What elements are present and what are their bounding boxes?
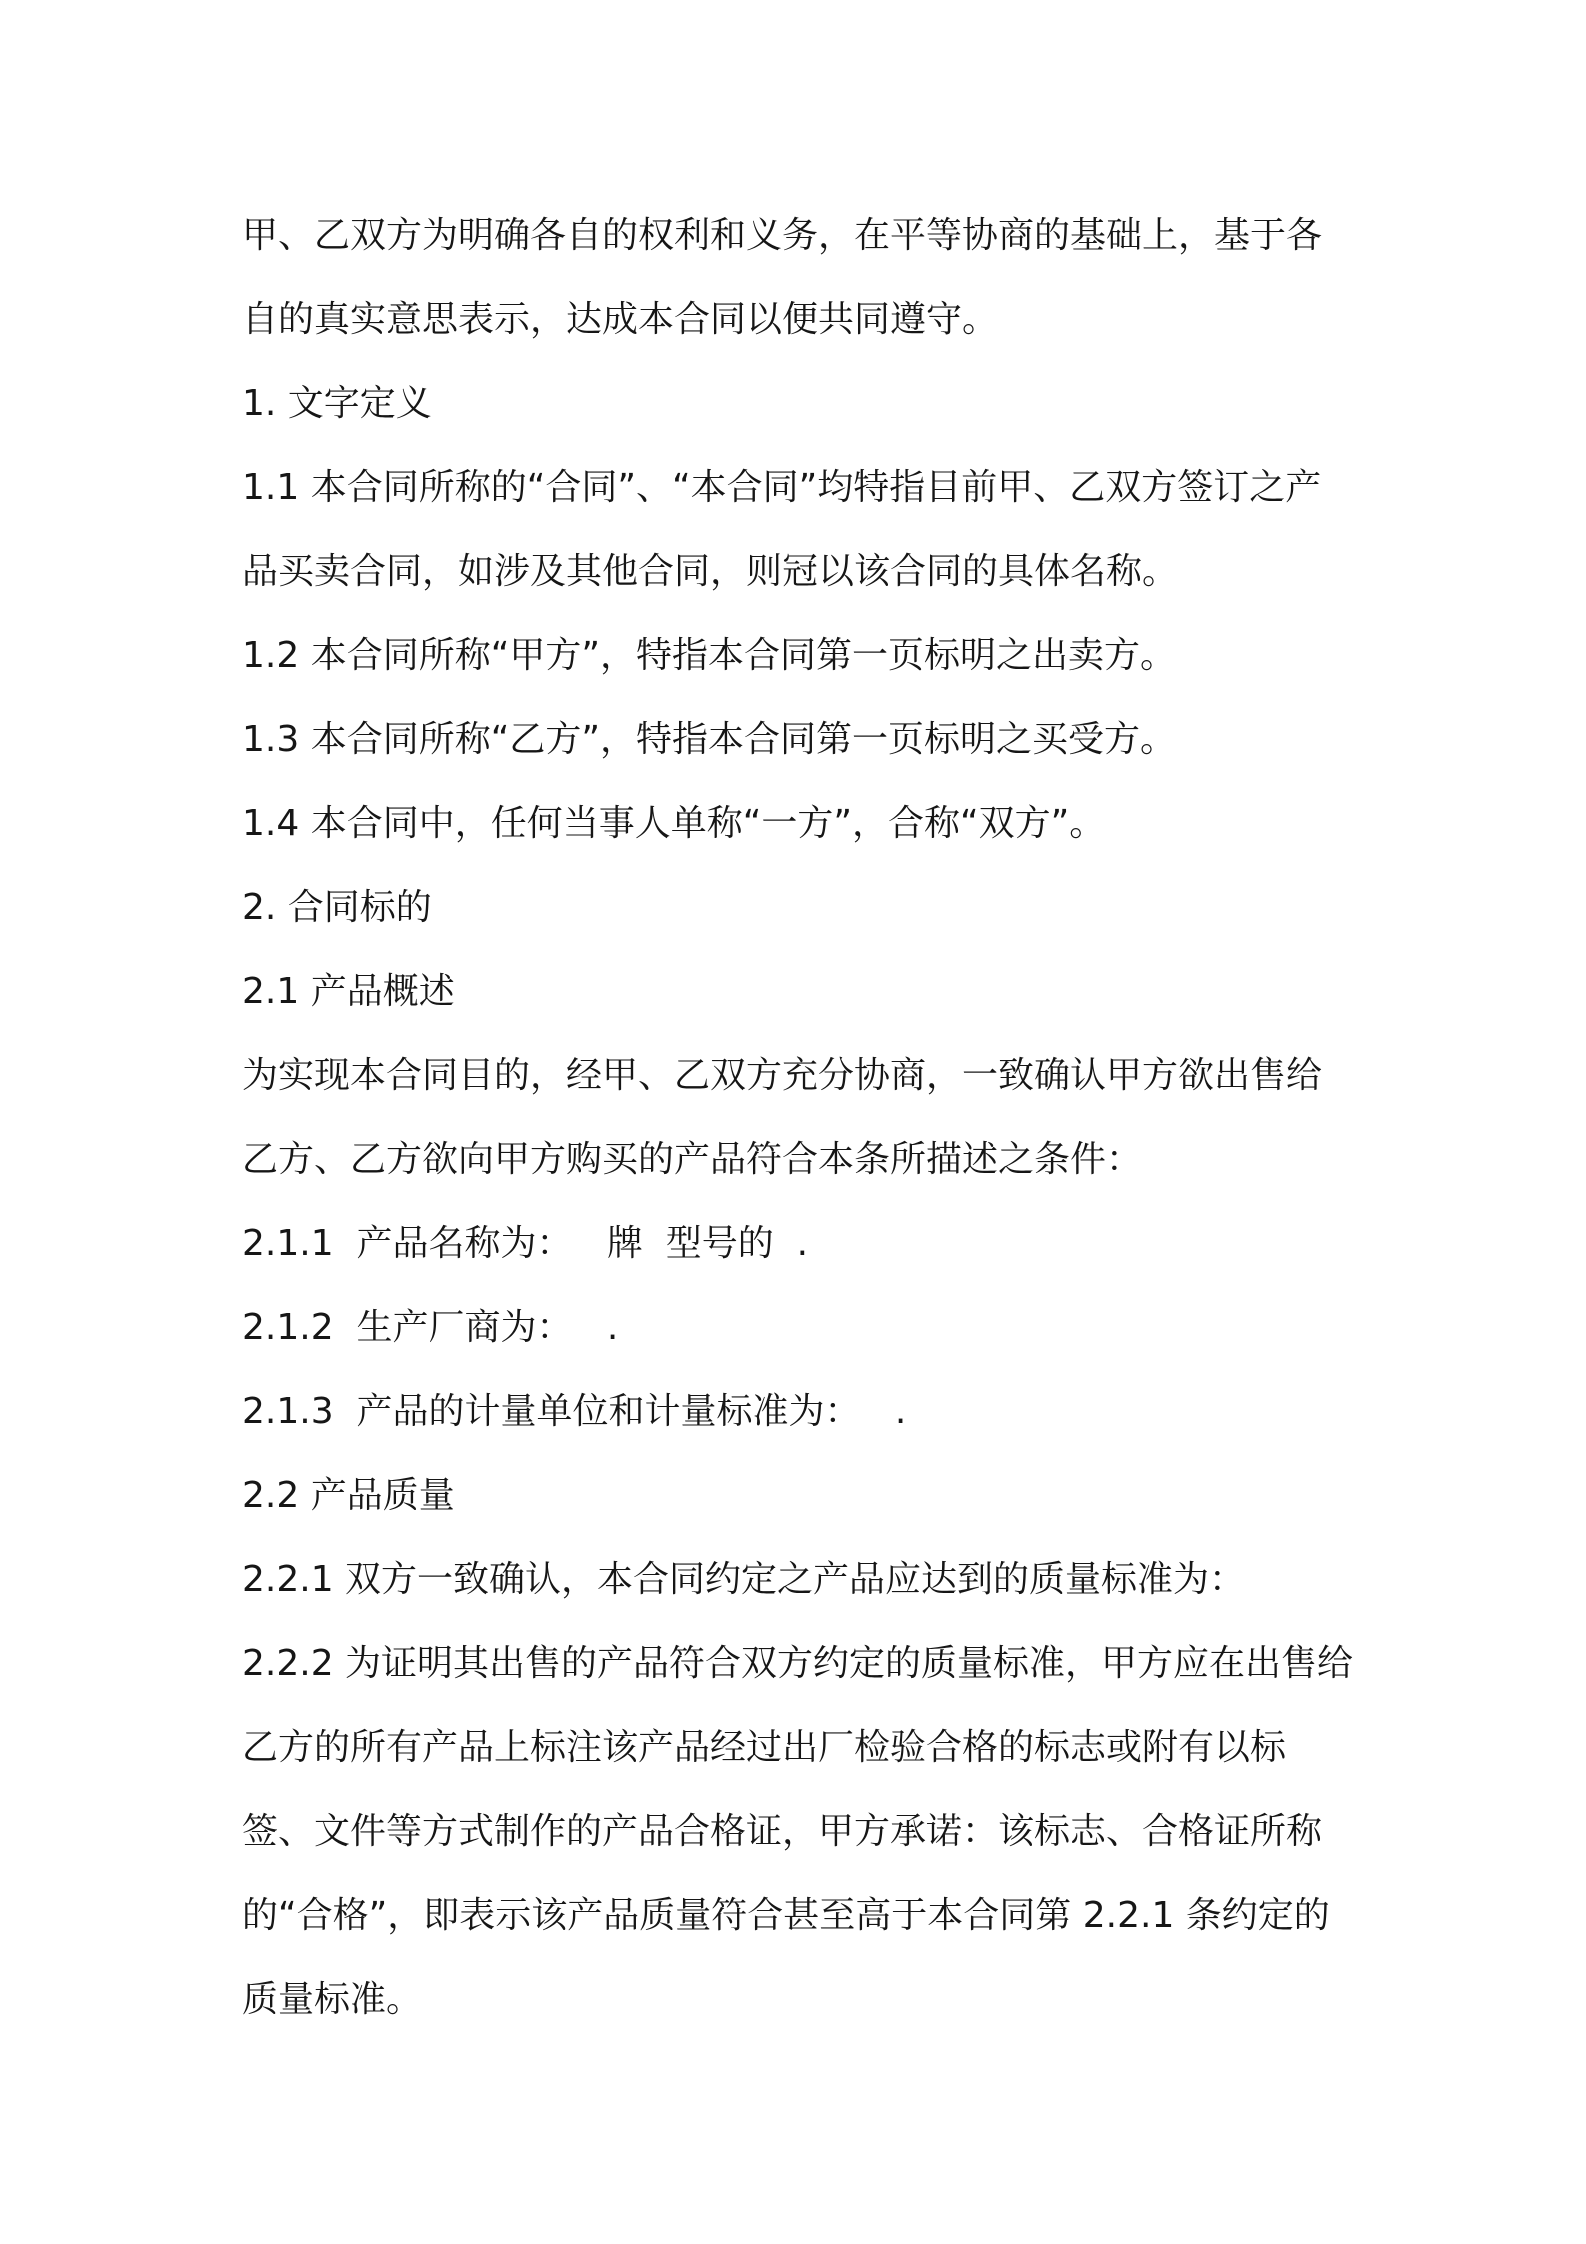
section-1-heading: 1. 文字定义 — [242, 383, 432, 424]
clause-2-2-2: 2.2.2 为证明其出售的产品符合双方约定的质量标准，甲方应在出售给乙方的所有产品上标注该产品经过出厂检验合格的标志或附有以标签、文件等方式制作的产品合格证，甲方承诺：该标志、合格证所称的“合格”，即表示该产品质量符合甚至高于本合同第 2.2.1 条约定的质量标准。 — [242, 1643, 1354, 2020]
clause-1-1: 1.1 本合同所称的“合同”、“本合同”均特指目前甲、乙双方签订之产品买卖合同，如涉及其他合同，则冠以该合同的具体名称。 — [242, 467, 1322, 592]
section-2-1-intro: 为实现本合同目的，经甲、乙双方充分协商，一致确认甲方欲出售给乙方、乙方欲向甲方购买的产品符合本条所描述之条件： — [242, 1055, 1323, 1180]
section-2-2-heading: 2.2 产品质量 — [242, 1475, 455, 1516]
clause-2-1-2: 2.1.2 生产厂商为： . — [242, 1307, 619, 1348]
section-2-1-heading: 2.1 产品概述 — [242, 971, 455, 1012]
clause-2-1-1: 2.1.1 产品名称为： 牌 型号的 . — [242, 1223, 809, 1264]
document-body — [242, 194, 1357, 2042]
clause-1-2: 1.2 本合同所称“甲方”，特指本合同第一页标明之出卖方。 — [242, 635, 1176, 676]
clause-2-2-1: 2.2.1 双方一致确认，本合同约定之产品应达到的质量标准为： — [242, 1559, 1246, 1600]
clause-1-3: 1.3 本合同所称“乙方”，特指本合同第一页标明之买受方。 — [242, 719, 1176, 760]
section-2-heading: 2. 合同标的 — [242, 887, 432, 928]
clause-1-4: 1.4 本合同中，任何当事人单称“一方”，合称“双方”。 — [242, 803, 1106, 844]
preamble-paragraph: 甲、乙双方为明确各自的权利和义务，在平等协商的基础上，基于各自的真实意思表示，达成本合同以便共同遵守。 — [242, 215, 1323, 340]
clause-2-1-3: 2.1.3 产品的计量单位和计量标准为： . — [242, 1391, 907, 1432]
